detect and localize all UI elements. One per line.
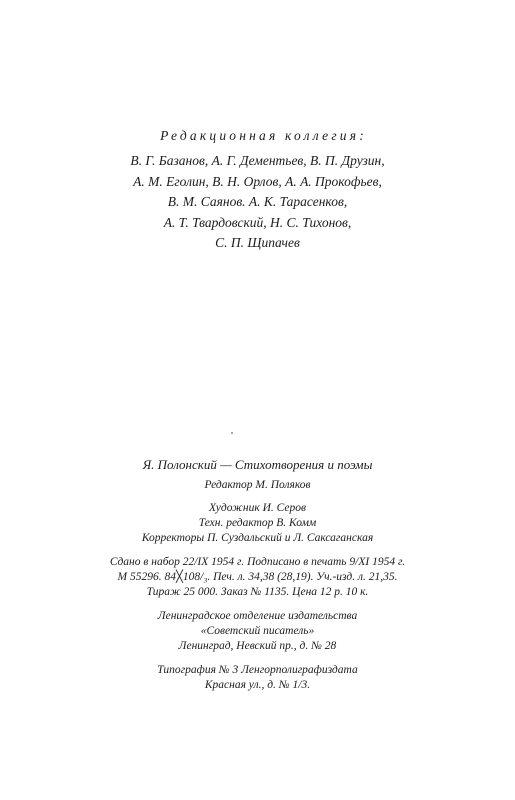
artist-credit: Художник И. Серов: [209, 502, 306, 514]
editorial-board-title: Редакционная коллегия:: [160, 128, 367, 143]
publisher-line: Ленинградское отделение издательства: [157, 610, 358, 622]
publisher-line: «Советский писатель»: [200, 625, 315, 637]
print-detail-line: М 55296. 84╳108/₃. Печ. л. 34,38 (28,19). Уч.-изд. л. 21,35.: [117, 571, 398, 583]
editorial-board-line: В. Г. Базанов, А. Г. Дементьев, В. П. Друзин,: [130, 153, 385, 168]
editorial-board: [0, 128, 515, 254]
printer-line: Красная ул., д. № 1/3.: [204, 679, 311, 691]
tech-editor-credit: Техн. редактор В. Комм: [198, 517, 317, 529]
proofreaders-credit: Корректоры П. Суздальский и Л. Саксаганская: [141, 532, 374, 544]
editorial-board-line: В. М. Саянов. А. К. Тарасенков,: [167, 194, 348, 209]
editor-credit: Редактор М. Поляков: [204, 479, 311, 491]
printer-line: Типография № 3 Ленгорполиграфиздата: [157, 664, 358, 676]
imprint-block: [0, 456, 515, 693]
editorial-board-line: А. М. Еголин, В. Н. Орлов, А. А. Прокофьев,: [133, 173, 382, 189]
editorial-board-line: А. Т. Твардовский, Н. С. Тихонов,: [163, 214, 352, 230]
print-detail-line: Сдано в набор 22/IX 1954 г. Подписано в печать 9/XI 1954 г.: [109, 556, 406, 568]
print-detail-line: Тираж 25 000. Заказ № 1135. Цена 12 р. 10 к.: [146, 586, 369, 598]
center-dot: [231, 432, 233, 434]
book-title: Я. Полонский — Стихотворения и поэмы: [142, 457, 373, 472]
editorial-board-line: С. П. Щипачев: [215, 235, 300, 250]
publisher-line: Ленинград, Невский пр., д. № 28: [178, 640, 337, 652]
